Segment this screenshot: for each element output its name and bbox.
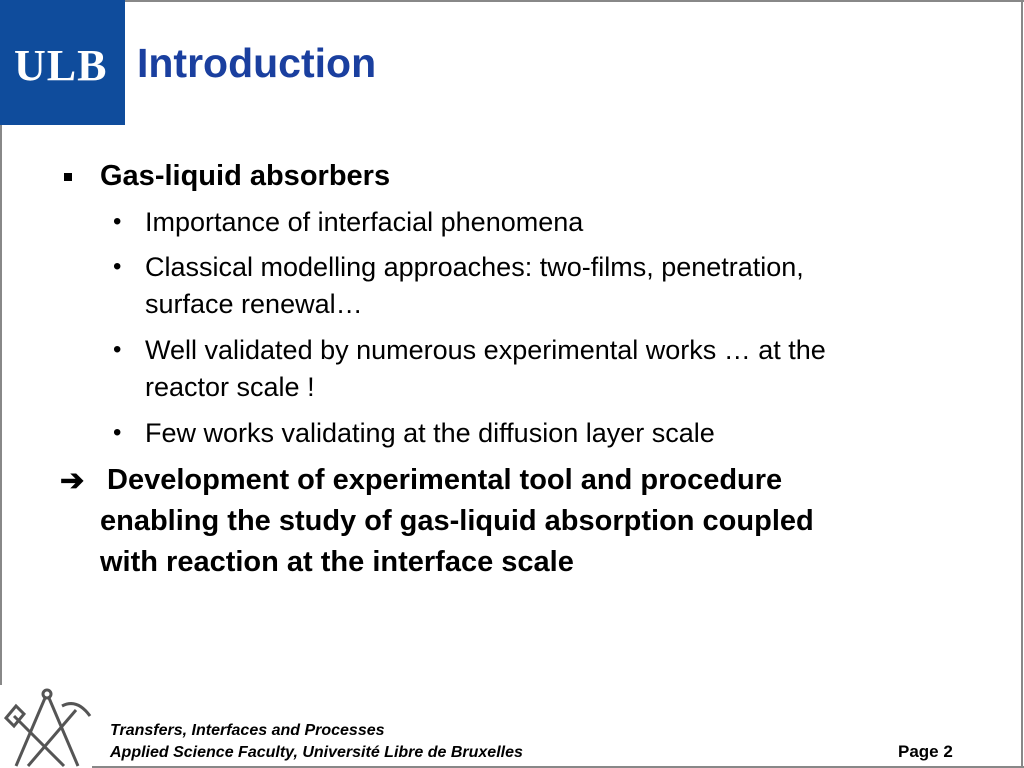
page-number: Page 2 [898, 742, 953, 761]
footer-group-name: Transfers, Interfaces and Processes [110, 722, 385, 739]
bullet-dot-icon: • [113, 419, 122, 446]
bullet-item: Importance of interfacial phenomena [145, 207, 584, 237]
square-bullet-icon [64, 173, 72, 181]
bullet-item: Classical modelling approaches: two-films, penetration, [145, 252, 804, 282]
right-border [1021, 0, 1023, 768]
left-border [0, 125, 2, 685]
conclusion-line: Development of experimental tool and procedure [107, 464, 783, 496]
compass-hammer-pickaxe-emblem-icon [2, 688, 92, 768]
bullet-item: Few works validating at the diffusion layer scale [145, 418, 715, 448]
logo-text: ULB [14, 41, 108, 90]
footer-institution: Applied Science Faculty, Université Libre de Bruxelles [110, 744, 523, 761]
bullet-dot-icon: • [113, 253, 122, 280]
top-border [125, 0, 1024, 2]
conclusion-line: with reaction at the interface scale [100, 546, 574, 578]
slide-title: Introduction [137, 40, 377, 86]
heading-bullet: Gas-liquid absorbers [100, 160, 391, 192]
ulb-logo [0, 0, 125, 125]
bullet-item-continuation: reactor scale ! [145, 372, 315, 402]
right-arrow-icon: ➔ [60, 465, 85, 497]
bullet-item: Well validated by numerous experimental works … at the [145, 335, 826, 365]
conclusion-line: enabling the study of gas-liquid absorption coupled [100, 505, 814, 537]
bullet-item-continuation: surface renewal… [145, 289, 363, 319]
bullet-dot-icon: • [113, 208, 122, 235]
bullet-dot-icon: • [113, 336, 122, 363]
